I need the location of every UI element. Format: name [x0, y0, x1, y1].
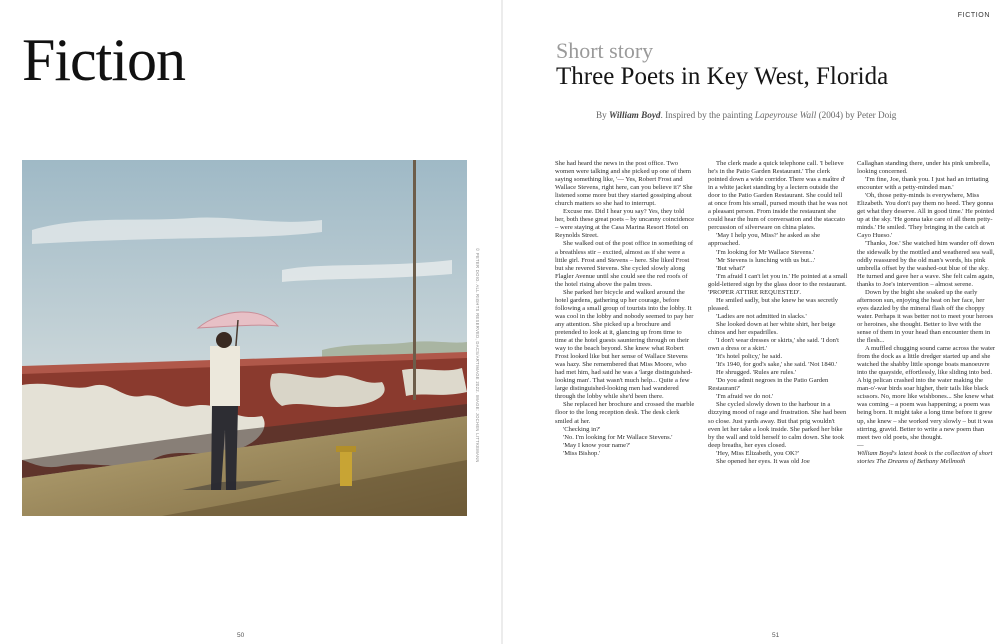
paragraph: The clerk made a quick telephone call. 'I believe he's in the Patio Garden Restaurant.' The clerk pointed down a wide corridor. There was a maître d' in a white jacket standing by a lectern outside the door to the Patio Garden Restaurant. She could tell at once from his small, pursed mouth that he was not a pleasant person. From inside the restaurant she could hear the hum of conversation and the staccato percussion of silverware on china plates.	[708, 160, 848, 232]
page-number-left: 50	[237, 632, 245, 639]
byline	[596, 109, 896, 121]
body-column-1	[555, 160, 695, 458]
section-title: Fiction	[22, 27, 186, 93]
paragraph: 'I'm afraid I can't let you in.' He pointed at a small gold-lettered sign by the glass door to the restaurant. 'PROPER ATTIRE REQUESTED'.	[708, 272, 848, 296]
running-head: FICTION	[957, 12, 990, 19]
paragraph: 'Thanks, Joe.' She watched him wander off down the sidewalk by the mottled and weathered sea wall, oddly reassured by the old man's words, his pink umbrella offset by the washed-out blue of the sky. He turned and gave her a wave. She felt calm again, thanks to Joe's intervention – almost serene.	[857, 240, 995, 288]
paragraph: 'Checking in?'	[563, 425, 601, 433]
byline-author: William Boyd	[609, 110, 661, 120]
paragraph: 'Ladies are not admitted in slacks.'	[716, 312, 807, 320]
paragraph: She opened her eyes. It was old Joe	[716, 457, 810, 465]
paragraph: 'Do you admit negroes in the Patio Garden Restaurant?'	[708, 377, 829, 393]
byline-painting: Lapeyrouse Wall	[754, 110, 817, 120]
paragraph: 'Miss Bishop.'	[563, 449, 601, 457]
paragraph: 'But what?'	[716, 264, 746, 272]
paragraph: 'It's 1940, for god's sake,' she said. 'Not 1840.'	[716, 361, 838, 369]
paragraph: She cycled slowly down to the harbour in a dizzying mood of rage and frustration. She had been so close. Just yards away. But that prig wouldn't even let her take a look inside. She parked her bike by the wall and told herself to calm down. She took deep breaths, her eyes closed.	[708, 401, 847, 449]
page-gutter	[501, 0, 503, 644]
paragraph: 'Mr Stevens is lunching with us but...'	[716, 256, 816, 264]
story-kicker: Short story	[556, 38, 654, 63]
page-number-right: 51	[772, 632, 780, 639]
figure-head	[216, 332, 232, 348]
byline-artist: (2004) by Peter Doig	[818, 110, 897, 120]
paragraph: She replaced her brochure and crossed the marble floor to the long reception desk. The desk clerk smiled at her.	[555, 401, 695, 425]
paragraph: 'No. I'm looking for Mr Wallace Stevens.'	[563, 433, 673, 441]
paragraph: She had heard the news in the post office. Two women were talking and she picked up one of them saying something like, '— Yes, Robert Frost and Wallace Stevens, right here, can you believe it?' She listened some more but they started gossiping about church matters so she had to interrupt.	[555, 160, 693, 208]
paragraph: 'I'm afraid we do not.'	[716, 393, 774, 401]
body-column-2	[708, 160, 848, 466]
paragraph: Down by the bight she soaked up the early afternoon sun, enjoying the heat on her face, her eyes dazzled by the mineral flash off the choppy water. Perhaps it was better not to meet your heroes or heroines, she thought. Better to live with the sense of them in your head than encounter them in the flesh...	[857, 288, 994, 345]
paragraph: 'Oh, those petty-minds is everywhere, Miss Elizabeth. You don't pay them no heed. They gonna get what they deserve. All in good time.' He pointed up at the sky. 'He gonna take care of all them petty-minds.' He smiled. 'They bringing in the catch at Cayo Hueso.'	[857, 192, 995, 240]
image-credit	[475, 248, 485, 478]
image-credit-text: © PETER DOIG. ALL RIGHTS RESERVED, DACS/ARTIMAGE 2022. IMAGE: JOCHEN LITTKEMANN	[475, 248, 480, 463]
lamp-post	[413, 160, 416, 400]
paragraph: She looked down at her white shirt, her beige chinos and her espadrilles.	[708, 320, 836, 336]
hydrant-cap	[336, 446, 356, 452]
fire-hydrant	[340, 450, 352, 486]
paragraph: Excuse me. Did I hear you say? Yes, they told her, both these great poets – by uncanny coincidence – were staying at the Casa Marina Resort Hotel on Reynolds Street.	[555, 208, 695, 240]
byline-prefix: By	[596, 110, 607, 120]
figure-shirt	[210, 346, 240, 406]
paragraph: A muffled chugging sound came across the water from the dock as a little dredger started up and she watched the shabby little sponge boats manoeuvre into the quayside, effortlessly, like sliding into bed. A big pelican crashed into the water making the man-o'-war birds soar higher, their tails like black scissors. No, more like wishbones... She knew what was coming – a poem was happening; a poem was being born. It might take a long time before it grew up, she knew – she worked very slowly – but it was stirring, gravid. Better to write a new poem than meet two old poets, she thought.	[857, 345, 996, 441]
body-column-3	[857, 160, 997, 466]
paragraph: 'It's hotel policy,' he said.	[716, 353, 783, 361]
paragraph: He shrugged. 'Rules are rules.'	[716, 369, 797, 377]
paragraph: She parked her bicycle and walked around the hotel gardens, gathering up her courage, before following a small group of tourists into the lobby. It was cool in the lobby and nobody seemed to pay her any attention. She picked up a brochure and pretended to look at it, glancing up from time to time at the hotel guests sauntering through on their way to the beach beyond. She knew what Robert Frost looked like but her sense of Wallace Stevens was hazy. She remembered that Miss Moore, who had met him, had said he was a 'large distinguished-looking man'. That wasn't much help... Quite a few large distinguished-looking men had wandered through the lobby while she'd been there.	[555, 288, 694, 401]
story-headline: Three Poets in Key West, Florida	[556, 63, 889, 90]
paragraph: He smiled sadly, but she knew he was secretly pleased.	[708, 296, 839, 312]
paragraph: 'I'm looking for Mr Wallace Stevens.'	[716, 248, 815, 256]
paragraph: 'I'm fine, Joe, thank you. I just had an irritating encounter with a petty-minded man.'	[857, 176, 989, 192]
wall-stain	[402, 368, 467, 396]
paragraph: 'I don't wear dresses or skirts,' she said. 'I don't own a dress or a skirt.'	[708, 337, 839, 353]
paragraph: She walked out of the post office in something of a breathless stir – excited, almost as if she were a little girl. Frost and Stevens – here. She liked Frost but she revered Stevens. She cycled slowly along Flagler Avenue until she could see the red roofs of the hotel rising above the palm trees.	[555, 240, 694, 288]
end-dash: —	[857, 441, 864, 449]
byline-inspired: . Inspired by the painting	[660, 110, 753, 120]
paragraph: 'May I know your name?'	[563, 441, 631, 449]
paragraph: Callaghan standing there, under his pink umbrella, looking concerned.	[857, 160, 991, 176]
painting-illustration	[22, 160, 467, 516]
paragraph: 'May I help you, Miss?' he asked as she approached.	[708, 232, 821, 248]
author-bio: William Boyd's latest book is the collection of short stories The Dreams of Bethany Mellmoth	[857, 449, 993, 465]
paragraph: 'Hey, Miss Elizabeth, you OK?'	[716, 449, 799, 457]
